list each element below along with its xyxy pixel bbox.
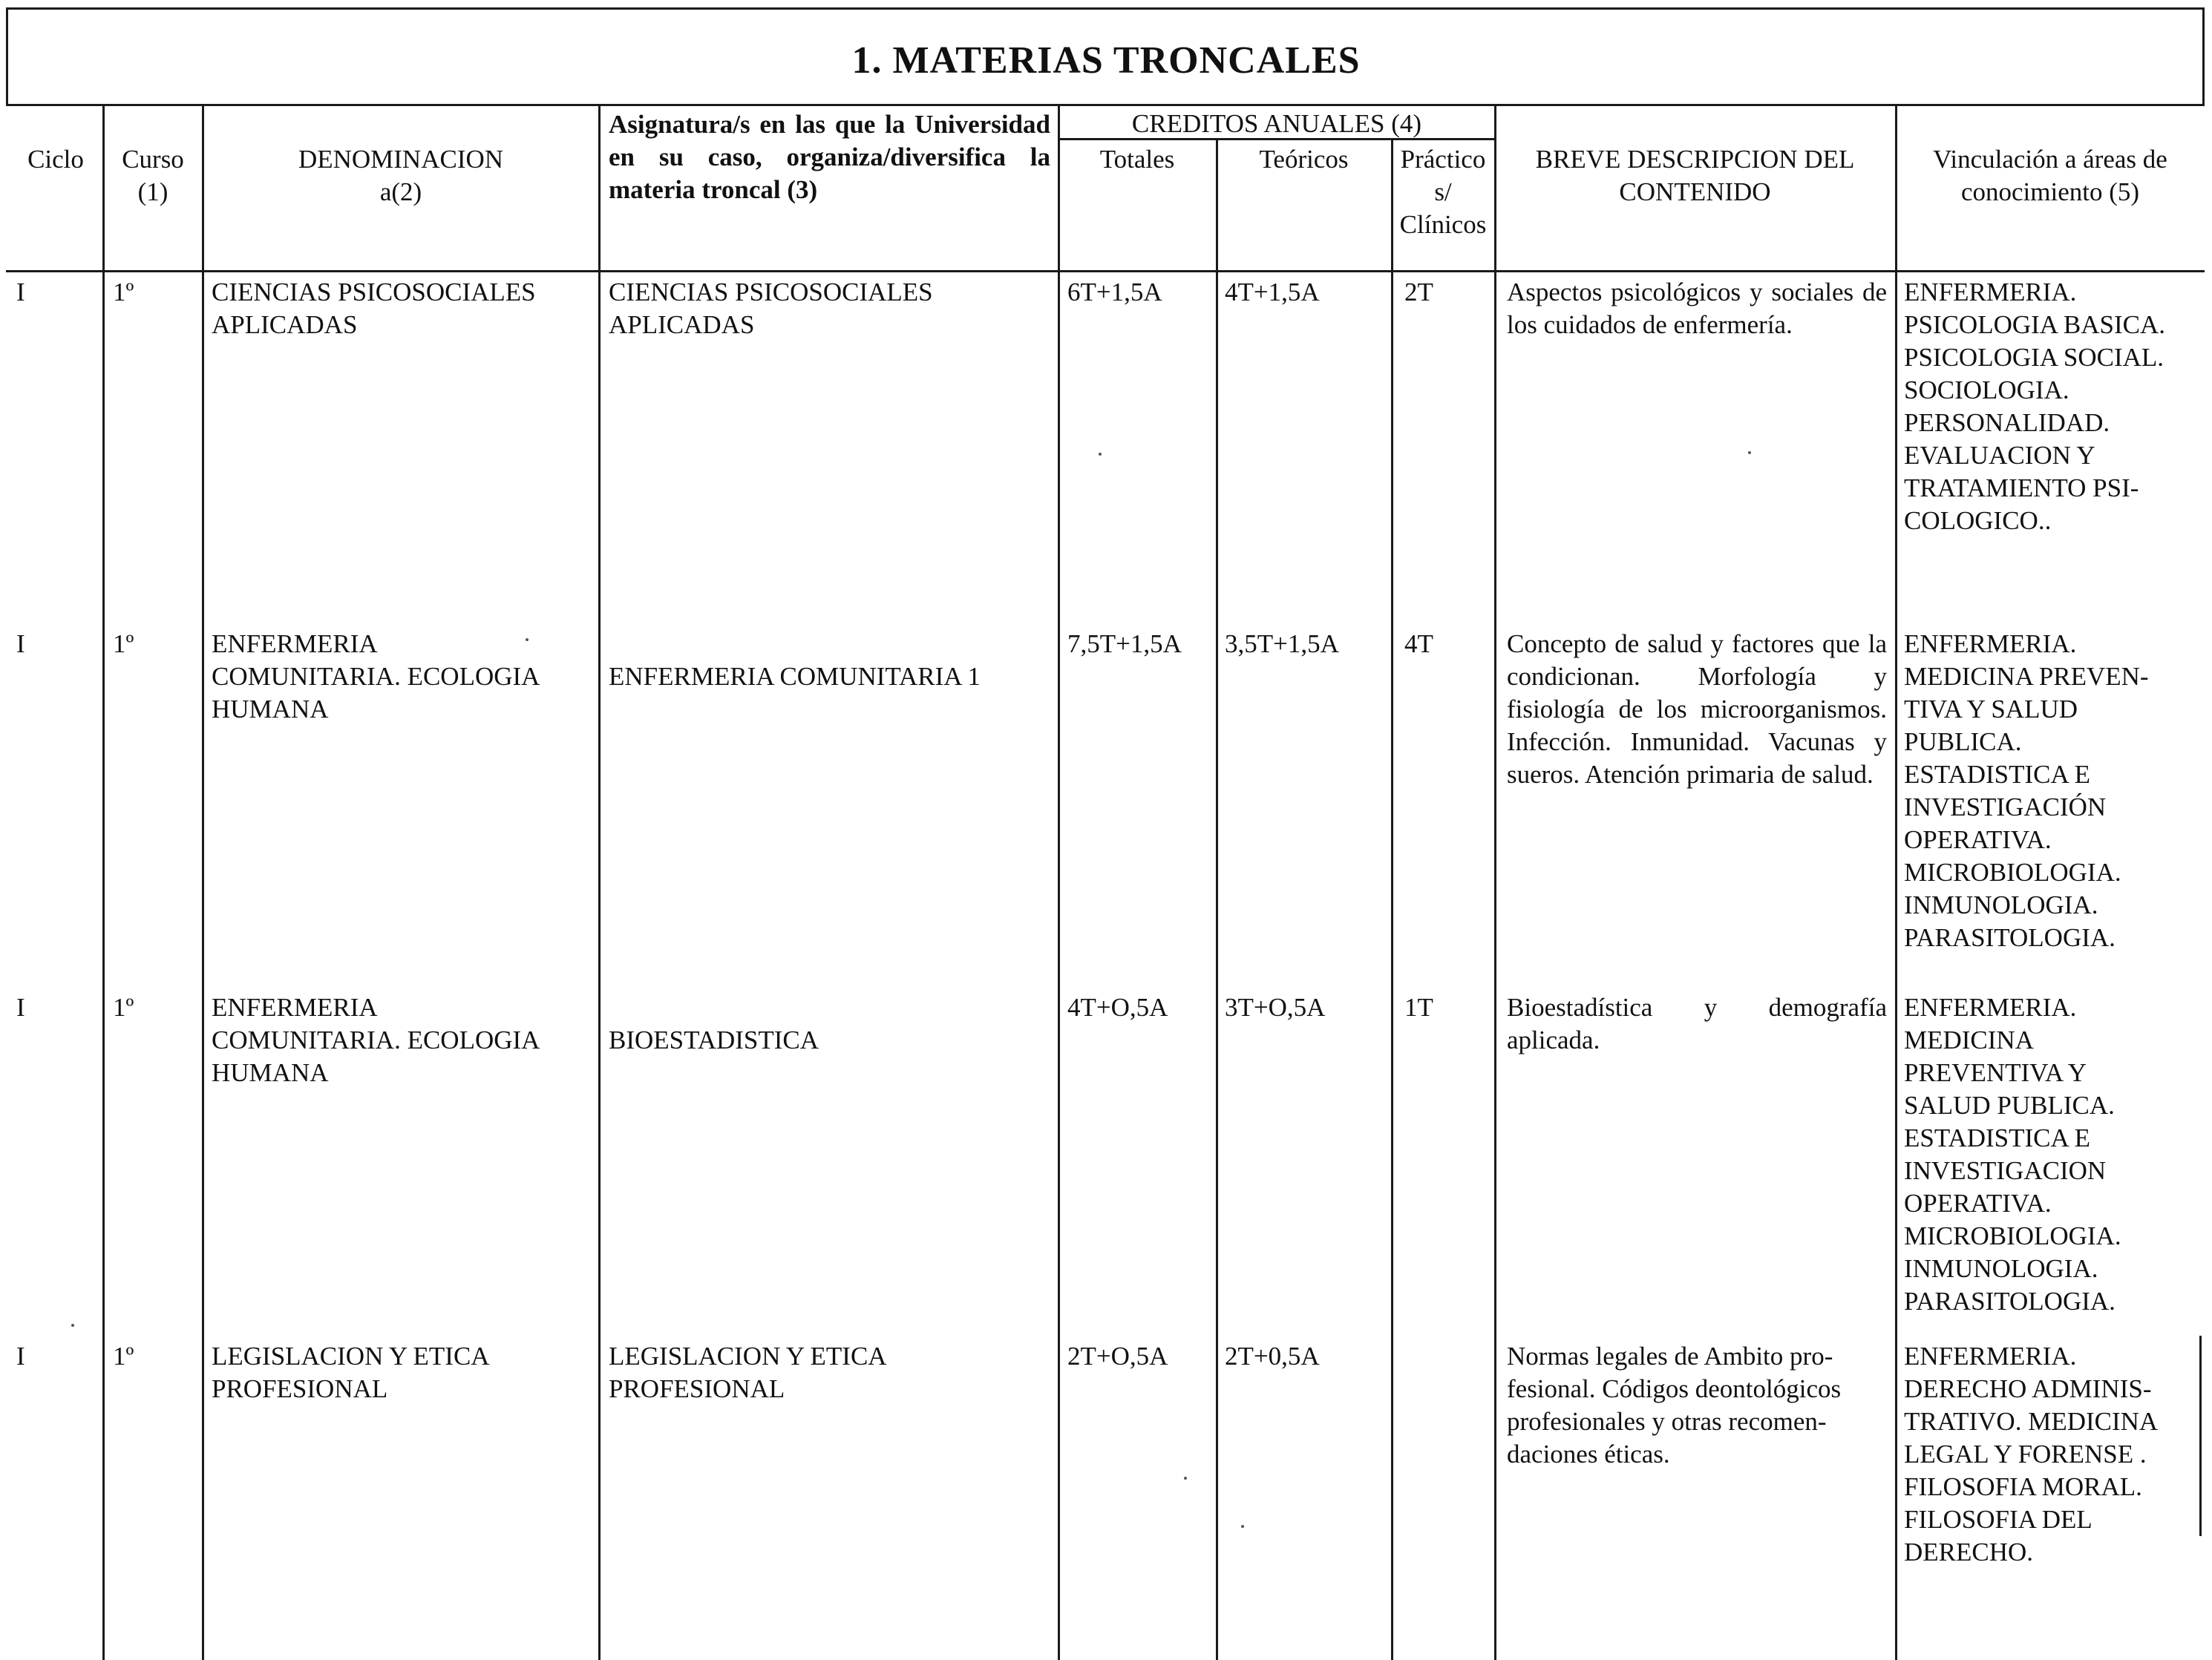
cell-denominacion: ENFERMERIA COMUNITARIA. ECOLOGIA HUMANA (212, 993, 540, 1087)
cell-denominacion: CIENCIAS PSICOSOCIALES APLICADAS (212, 278, 536, 339)
cell-totales: 4T+O,5A (1067, 993, 1168, 1022)
cell-descripcion: Aspectos psicológicos y sociales de los cuidados de enfermería. (1507, 278, 1887, 339)
cell-ciclo: I (16, 1342, 25, 1371)
header-asignatura: Asignatura/s en las que la Universidad en su caso, organiza/diversifica la materia troncal (3) (609, 110, 1050, 204)
cell-vinculacion: ENFERMERIA. MEDICINA PREVEN- TIVA Y SALUD PUBLICA. ESTADISTICA E INVESTIGACIÓN OPERATIVA. MICROBIOLOGIA. INMUNOLOGIA. PARASITOLOGIA. (1904, 629, 2149, 952)
col-line (1391, 138, 1393, 1660)
header-teoricos: Teóricos (1259, 145, 1349, 174)
cell-asignatura: LEGISLACION Y ETICA PROFESIONAL (609, 1342, 887, 1403)
scan-speck (71, 1324, 74, 1327)
col-line (202, 104, 204, 1660)
title-bottom-line (6, 104, 2205, 106)
scan-speck (526, 638, 529, 641)
cell-descripcion: Bioestadística y demografía aplicada. (1507, 993, 1887, 1054)
cell-totales: 6T+1,5A (1067, 278, 1162, 306)
cell-curso: 1º (113, 278, 134, 306)
cell-curso: 1º (113, 629, 134, 658)
cell-descripcion: Concepto de salud y factores que la condicionan. Morfología y fisiología de los microorganismos. Infección. Inmunidad. Vacunas y sueros. Atención primaria de salud. (1507, 629, 1887, 789)
cell-asignatura: ENFERMERIA COMUNITARIA 1 (609, 662, 981, 691)
scan-speck (1184, 1477, 1187, 1480)
cell-denominacion: LEGISLACION Y ETICA PROFESIONAL (212, 1342, 490, 1403)
col-line (598, 104, 601, 1660)
cell-practicos: 1T (1404, 993, 1433, 1022)
header-breve-descripcion: BREVE DESCRIPCION DEL CONTENIDO (1535, 145, 1855, 206)
header-practicos-clinicos: Prácticos/ Clínicos (1399, 145, 1487, 239)
scan-speck (1748, 451, 1751, 454)
cell-teoricos: 3,5T+1,5A (1225, 629, 1339, 658)
cell-vinculacion: ENFERMERIA. DERECHO ADMINIS- TRATIVO. MEDICINA LEGAL Y FORENSE . FILOSOFIA MORAL. FILOSOFIA DEL DERECHO. (1904, 1342, 2159, 1566)
scan-speck (1099, 453, 1102, 456)
header-curso: Curso (1) (122, 145, 184, 206)
col-line (1058, 104, 1060, 1660)
cell-teoricos: 3T+O,5A (1225, 993, 1326, 1022)
cell-asignatura: BIOESTADISTICA (609, 1026, 819, 1054)
cell-practicos: 4T (1404, 629, 1433, 658)
cell-teoricos: 2T+0,5A (1225, 1342, 1320, 1371)
cell-ciclo: I (16, 629, 25, 658)
cell-totales: 2T+O,5A (1067, 1342, 1168, 1371)
header-totales: Totales (1099, 145, 1175, 174)
cell-curso: 1º (113, 993, 134, 1022)
header-vinculacion: Vinculación a áreas de conocimiento (5) (1933, 145, 2167, 206)
header-denominacion: DENOMINACION a(2) (298, 145, 504, 206)
cell-practicos: 2T (1404, 278, 1433, 306)
col-line (1216, 138, 1218, 1660)
cell-teoricos: 4T+1,5A (1225, 278, 1320, 306)
header-bottom-line (6, 270, 2205, 272)
cell-curso: 1º (113, 1342, 134, 1371)
cell-vinculacion: ENFERMERIA. PSICOLOGIA BASICA. PSICOLOGIA SOCIAL. SOCIOLOGIA. PERSONALIDAD. EVALUACION Y TRATAMIENTO PSI- COLOGICO.. (1904, 278, 2165, 535)
cell-asignatura: CIENCIAS PSICOSOCIALES APLICADAS (609, 278, 933, 339)
header-creditos-anuales: CREDITOS ANUALES (4) (1131, 109, 1422, 138)
cell-vinculacion: ENFERMERIA. MEDICINA PREVENTIVA Y SALUD PUBLICA. ESTADISTICA E INVESTIGACION OPERATIVA. MICROBIOLOGIA. INMUNOLOGIA. PARASITOLOGIA. (1904, 993, 2121, 1316)
page-title: 1. MATERIAS TRONCALES (851, 39, 1361, 82)
col-line (102, 104, 105, 1660)
cell-denominacion: ENFERMERIA COMUNITARIA. ECOLOGIA HUMANA (212, 629, 540, 724)
cell-ciclo: I (16, 993, 25, 1022)
header-ciclo: Ciclo (27, 145, 84, 174)
scan-speck (1241, 1525, 1244, 1528)
cell-ciclo: I (16, 278, 25, 306)
cell-totales: 7,5T+1,5A (1067, 629, 1182, 658)
col-line (1494, 104, 1496, 1660)
cell-descripcion: Normas legales de Ambito pro- fesional. Códigos deontológicos profesionales y otras recomen- daciones éticas. (1507, 1342, 1842, 1469)
col-line (1895, 104, 1897, 1660)
frame-top-line (6, 7, 2205, 10)
